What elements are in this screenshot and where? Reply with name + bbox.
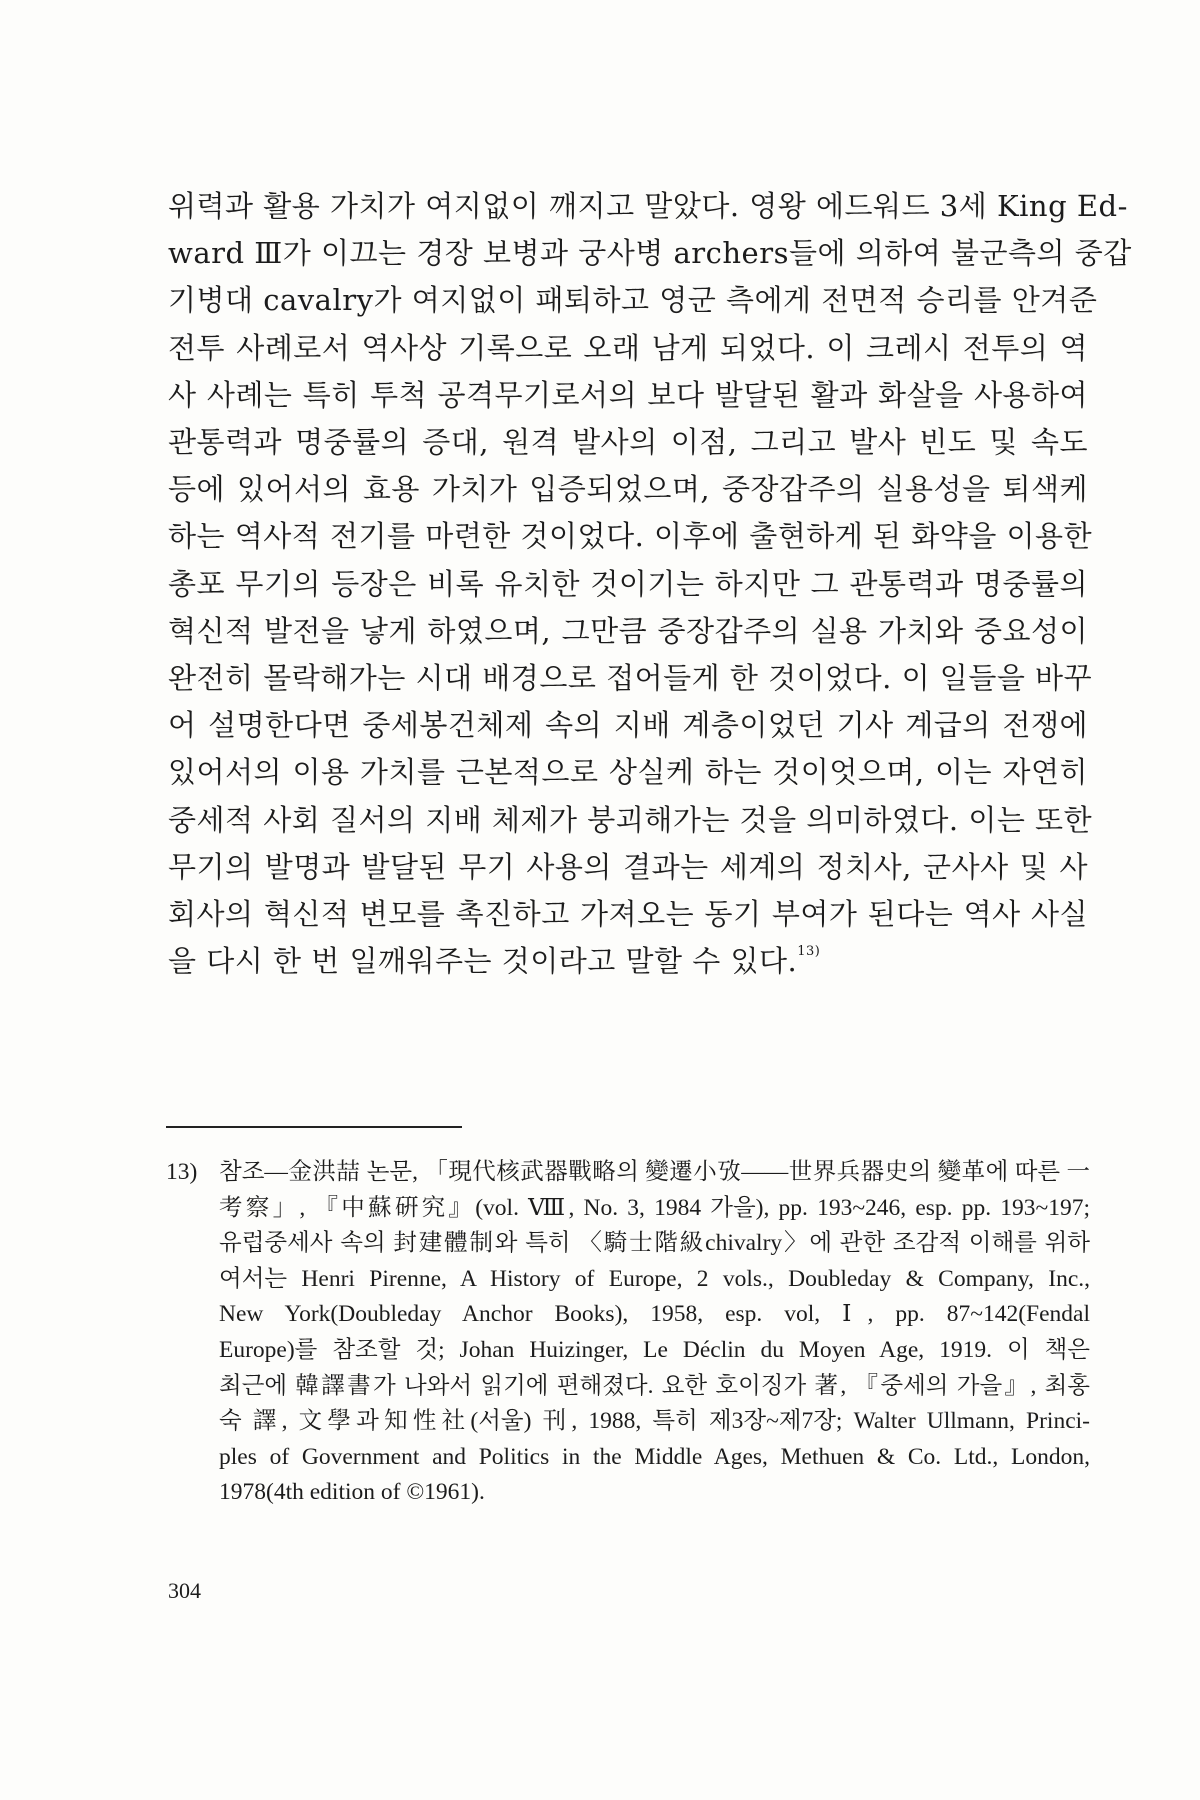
footnote-line: Europe)를 참조할 것; Johan Huizinger, Le Déclin du Moyen Age, 1919. 이 책은: [219, 1336, 1090, 1363]
page-body: [168, 183, 1132, 985]
footnote-number: 13): [166, 1159, 198, 1185]
body-line: 있어서의 이용 가치를 근본적으로 상실케 하는 것이엇으며, 이는 자연히: [168, 755, 1088, 790]
body-line: 사 사례는 특히 투척 공격무기로서의 보다 발달된 활과 화살을 사용하여: [168, 377, 1088, 412]
body-line: 어 설명한다면 중세봉건체제 속의 지배 계층이었던 기사 계급의 전쟁에: [168, 708, 1088, 743]
footnote-line: 유럽중세사 속의 封建體制와 특히 〈騎士階級chivalry〉에 관한 조감적 이해를 위하: [219, 1230, 1090, 1257]
body-line: 혁신적 발전을 낳게 하였으며, 그만큼 중장갑주의 실용 가치와 중요성이: [168, 613, 1088, 648]
body-line: 기병대 cavalry가 여지없이 패퇴하고 영군 측에게 전면적 승리를 안겨준: [168, 283, 1098, 318]
body-line: 등에 있어서의 효용 가치가 입증되었으며, 중장갑주의 실용성을 퇴색케: [168, 472, 1088, 507]
footnote-line: 최근에 韓譯書가 나와서 읽기에 편해졌다. 요한 호이징가 著, 『중세의 가을』, 최홍: [219, 1372, 1090, 1399]
footnote-line: 여서는 Henri Pirenne, A History of Europe, 2 vols., Doubleday & Company, Inc.,: [219, 1265, 1090, 1292]
body-line: 관통력과 명중률의 증대, 원격 발사의 이점, 그리고 발사 빈도 및 속도: [168, 425, 1088, 460]
body-line: 완전히 몰락해가는 시대 배경으로 접어들게 한 것이었다. 이 일들을 바꾸: [168, 661, 1093, 696]
footnote-line: 참조—金洪喆 논문, 「現代核武器戰略의 變遷小攷——世界兵器史의 變革에 따른 一: [219, 1159, 1090, 1185]
body-paragraph: [168, 183, 1132, 985]
body-line-last: [168, 938, 1088, 985]
body-line: 중세적 사회 질서의 지배 체제가 붕괴해가는 것을 의미하였다. 이는 또한: [168, 802, 1093, 837]
footnote-line: 숙 譯, 文學과知性社(서울) 刊, 1988, 특히 제3장~제7장; Walter Ullmann, Princi-: [219, 1408, 1090, 1435]
footnote-line: ples of Government and Politics in the Middle Ages, Methuen & Co. Ltd., London,: [219, 1443, 1090, 1470]
body-line: 위력과 활용 가치가 여지없이 깨지고 말았다. 영왕 에드워드 3세 King Ed-: [168, 189, 1128, 223]
footnote: [166, 1155, 1090, 1511]
body-line: 회사의 혁신적 변모를 촉진하고 가져오는 동기 부여가 된다는 역사 사실: [168, 897, 1088, 932]
body-line-last-text: 을 다시 한 번 일깨워주는 것이라고 말할 수 있다.: [168, 944, 798, 979]
body-line: 무기의 발명과 발달된 무기 사용의 결과는 세계의 정치사, 군사사 및 사: [168, 849, 1088, 884]
footnote-line: New York(Doubleday Anchor Books), 1958, esp. vol, Ⅰ, pp. 87~142(Fendal: [219, 1301, 1090, 1328]
page-number: 304: [168, 1578, 201, 1603]
body-line: 전투 사례로서 역사상 기록으로 오래 남게 되었다. 이 크레시 전투의 역: [168, 330, 1088, 365]
footnote-line: 考察」, 『中蘇硏究』(vol. Ⅷ, No. 3, 1984 가을), pp. 193~246, esp. pp. 193~197;: [219, 1194, 1090, 1221]
body-line: 총포 무기의 등장은 비록 유치한 것이기는 하지만 그 관통력과 명중률의: [168, 566, 1088, 601]
footnote-reference[interactable]: 13): [797, 944, 821, 960]
footnote-line: 1978(4th edition of ©1961).: [219, 1479, 485, 1506]
body-line: 하는 역사적 전기를 마련한 것이었다. 이후에 출현하게 된 화약을 이용한: [168, 519, 1093, 554]
body-line: ward Ⅲ가 이끄는 경장 보병과 궁사병 archers들에 의하여 불군측의 중갑: [168, 236, 1132, 271]
footnote-separator: [166, 1126, 462, 1128]
footnote-body: [219, 1155, 1090, 1511]
